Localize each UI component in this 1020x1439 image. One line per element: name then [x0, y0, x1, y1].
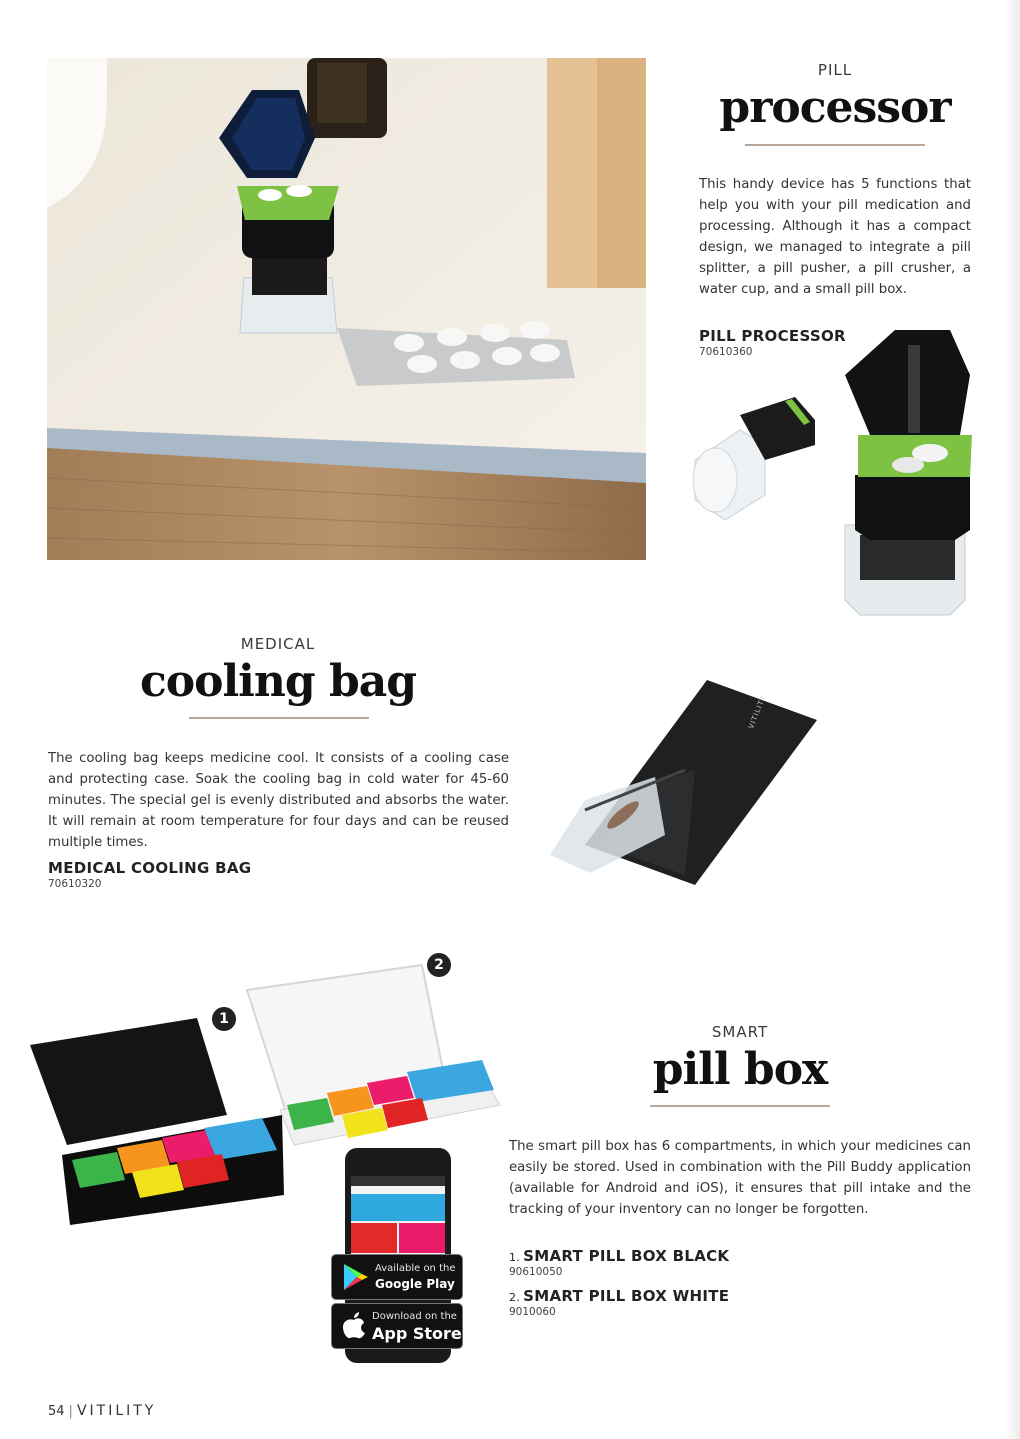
app-store-button[interactable]: [331, 1303, 463, 1349]
pill-processor-product-name: PILL PROCESSOR: [699, 327, 846, 345]
cooling-bag-description: The cooling bag keeps medicine cool. It consists of a cooling case and protecting case. Soak the cooling bag in cold water for 45-60 minutes. The special gel is evenly distributed and absorbs the water. It will remain at room temperature for four days and can be reused multiple times.: [48, 751, 509, 850]
pill-box-product-1-label: SMART PILL BOX BLACK: [523, 1247, 730, 1265]
pill-processor-kicker: PILL: [817, 61, 853, 79]
pill-box-product-2-name: [509, 1287, 729, 1305]
pill-box-product-2-number: 2.: [509, 1291, 521, 1304]
pill-box-product-1-number: 1.: [509, 1251, 521, 1264]
app-store-bottom-label: App Store: [372, 1324, 462, 1343]
pill-box-product-2-code: 9010060: [509, 1306, 556, 1318]
apple-icon: [341, 1312, 367, 1340]
pill-processor-product-code: 70610360: [699, 346, 753, 358]
pill-box-product-1-code: 90610050: [509, 1266, 563, 1278]
pill-processor-description: This handy device has 5 functions that help you with your pill medication and processing. Although it has a compact design, we managed to integrate a pill splitter, a pill pusher, a pill crusher, a water cup, and a small pill box.: [699, 177, 971, 297]
pill-processor-photo: [47, 58, 646, 560]
app-store-top-label: Download on the: [372, 1311, 457, 1322]
cooling-bag-brand-label: VITILITY: [747, 693, 768, 730]
cooling-bag-product-image: [545, 675, 835, 890]
pill-box-kicker: SMART: [711, 1023, 769, 1041]
footer-brand: VITILITY: [76, 1403, 157, 1419]
cooling-bag-rule: [189, 717, 369, 719]
page-edge-shadow: [1005, 0, 1020, 1439]
cooling-bag-kicker: MEDICAL: [240, 635, 316, 653]
pill-processor-heading: processor: [719, 82, 951, 133]
cooling-bag-product-name: MEDICAL COOLING BAG: [48, 859, 252, 877]
pill-box-product-1-name: [509, 1247, 729, 1265]
pill-processor-rule: [745, 144, 925, 146]
pill-processor-product-image: [680, 325, 980, 625]
cooling-bag-heading: cooling bag: [139, 656, 417, 707]
google-play-bottom-label: Google Play: [375, 1277, 455, 1291]
pill-box-rule: [650, 1105, 830, 1107]
page-number: 54: [48, 1404, 65, 1419]
pill-box-heading: pill box: [652, 1044, 828, 1095]
pill-box-product-2-label: SMART PILL BOX WHITE: [523, 1287, 730, 1305]
google-play-button[interactable]: [331, 1254, 463, 1300]
page-footer: [48, 1403, 156, 1419]
google-play-top-label: Available on the: [375, 1263, 456, 1274]
pill-box-description: The smart pill box has 6 compartments, in which your medicines can easily be stored. Used in combination with the Pill Buddy application (available for Android and iOS), it ensures that pill intake and the tracking of your inventory can no longer be forgotten.: [509, 1139, 971, 1217]
footer-divider: |: [68, 1404, 73, 1419]
pill-box-badge-2: 2: [427, 953, 451, 977]
pill-box-badge-1: 1: [212, 1007, 236, 1031]
google-play-icon: [340, 1262, 370, 1292]
cooling-bag-product-code: 70610320: [48, 878, 102, 890]
